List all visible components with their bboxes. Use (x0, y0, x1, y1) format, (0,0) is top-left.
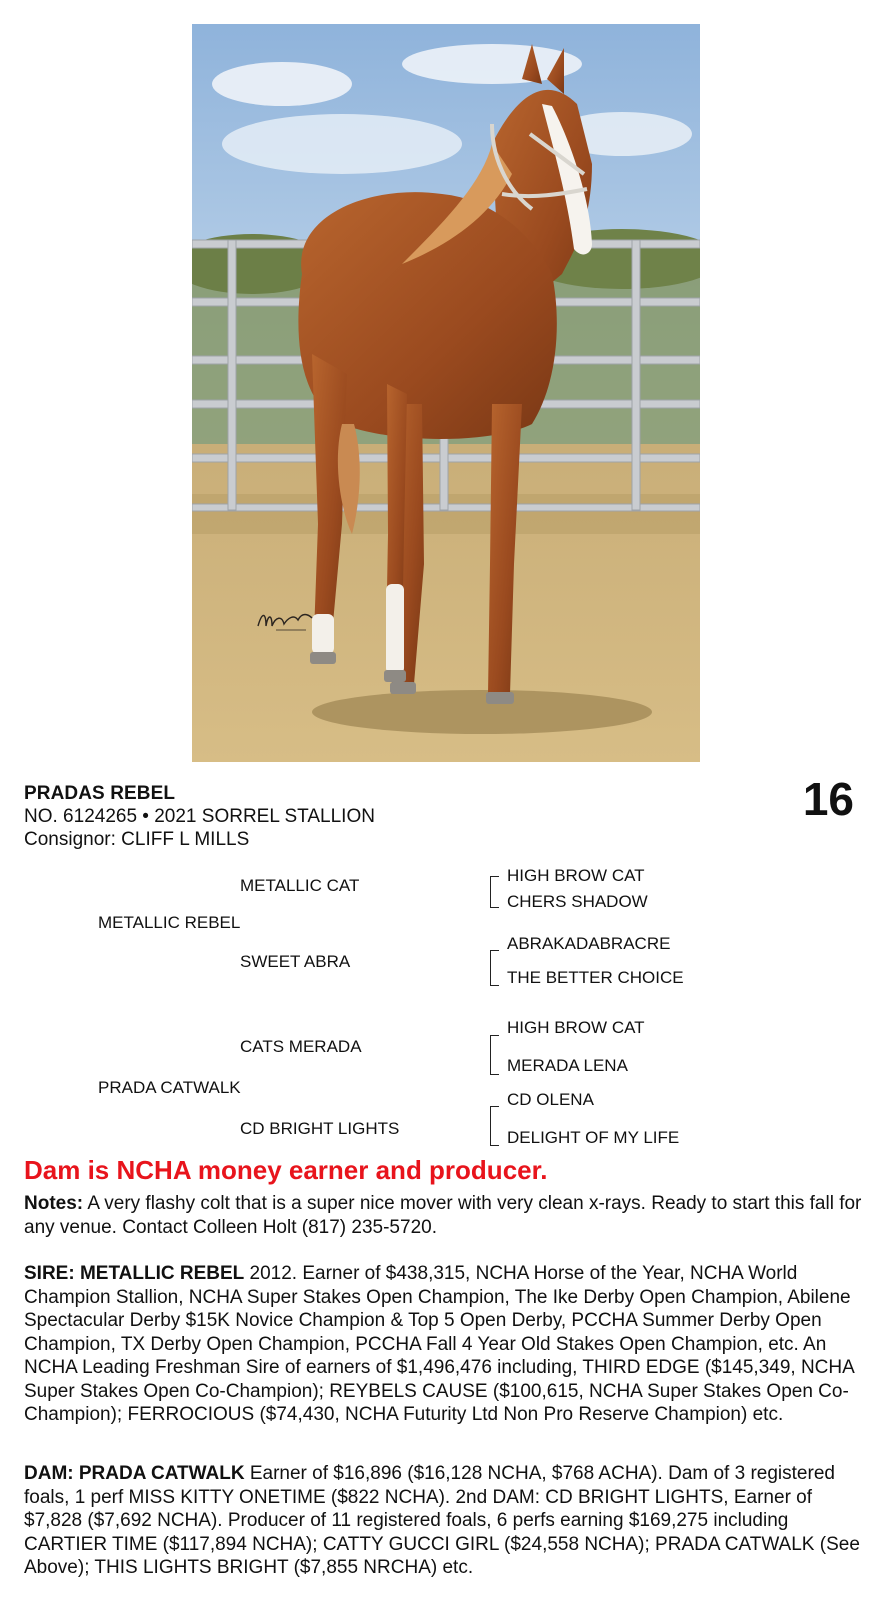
pedigree-sire: METALLIC REBEL (98, 913, 241, 932)
sire-label: SIRE: METALLIC REBEL (24, 1263, 245, 1284)
registration-line: NO. 6124265 • 2021 SORREL STALLION (24, 806, 375, 827)
pedigree-dam-sire-sire: HIGH BROW CAT (507, 1018, 645, 1037)
horse-name: PRADAS REBEL (24, 783, 176, 804)
notes-paragraph (24, 1192, 872, 1239)
photographer-signature (254, 606, 316, 636)
pedigree-bracket (490, 876, 499, 908)
pedigree-dam-sire: CATS MERADA (240, 1037, 362, 1056)
dam-callout: Dam is NCHA money earner and producer. (24, 1155, 548, 1185)
horse-photo (192, 24, 700, 762)
pedigree-dam-dam-dam: DELIGHT OF MY LIFE (507, 1128, 680, 1147)
pedigree-sire-sire-dam: CHERS SHADOW (507, 892, 648, 911)
dam-paragraph (24, 1462, 872, 1580)
pedigree-sire-dam-sire: ABRAKADABRACRE (507, 934, 671, 953)
sire-text: 2012. Earner of $438,315, NCHA Horse of the Year, NCHA World Champion Stallion, NCHA Super Stakes Open Champion, The Ike Derby Open Champion, Abilene Spectacular Derby $15K Novice Champion & Top 5 Open Derby, PCCHA Summer Derby Open Champion, TX Derby Open Champion, PCCHA Fall 4 Year Old Stakes Open Champion, etc. An NCHA Leading Freshman Sire of earners of $1,496,476 including, THIRD EDGE ($145,349, NCHA Super Stakes Open Co-Champion); REYBELS CAUSE ($100,615, NCHA Super Stakes Open Co-Champion); FERROCIOUS ($74,430, NCHA Futurity Ltd Non Pro Reserve Champion) etc. (24, 1263, 854, 1425)
consignor-line: Consignor: CLIFF L MILLS (24, 829, 250, 850)
pedigree-sire-sire-sire: HIGH BROW CAT (507, 866, 645, 885)
dam-text: Earner of $16,896 ($16,128 NCHA, $768 ACHA). Dam of 3 registered foals, 1 perf MISS KITTY ONETIME ($822 NCHA). 2nd DAM: CD BRIGHT LIGHTS, Earner of $7,828 ($7,692 NCHA). Producer of 11 registered foals, 6 perfs earning $169,275 including CARTIER TIME ($117,894 NCHA); CATTY GUCCI GIRL ($24,558 NCHA); PRADA CATWALK (See Above); THIS LIGHTS BRIGHT ($7,855 NRCHA) etc. (24, 1463, 860, 1578)
lot-header (24, 773, 864, 851)
lot-number: 16 (802, 773, 854, 825)
pedigree-dam-dam: CD BRIGHT LIGHTS (240, 1119, 400, 1138)
sire-paragraph (24, 1262, 872, 1427)
pedigree-dam-dam-sire: CD OLENA (507, 1090, 594, 1109)
pedigree-dam: PRADA CATWALK (98, 1078, 241, 1097)
pedigree-sire-dam-dam: THE BETTER CHOICE (507, 968, 684, 987)
notes-label: Notes: (24, 1193, 84, 1214)
pedigree-sire-sire: METALLIC CAT (240, 876, 360, 895)
pedigree-bracket (490, 950, 499, 986)
pedigree-sire-dam: SWEET ABRA (240, 952, 351, 971)
pedigree-bracket (490, 1106, 499, 1146)
notes-text: A very flashy colt that is a super nice mover with very clean x-rays. Ready to start this fall for any venue. Contact Colleen Holt (817) 235-5720. (24, 1193, 862, 1238)
pedigree-bracket (490, 1035, 499, 1075)
dam-label: DAM: PRADA CATWALK (24, 1463, 245, 1484)
pedigree-dam-sire-dam: MERADA LENA (507, 1056, 628, 1075)
